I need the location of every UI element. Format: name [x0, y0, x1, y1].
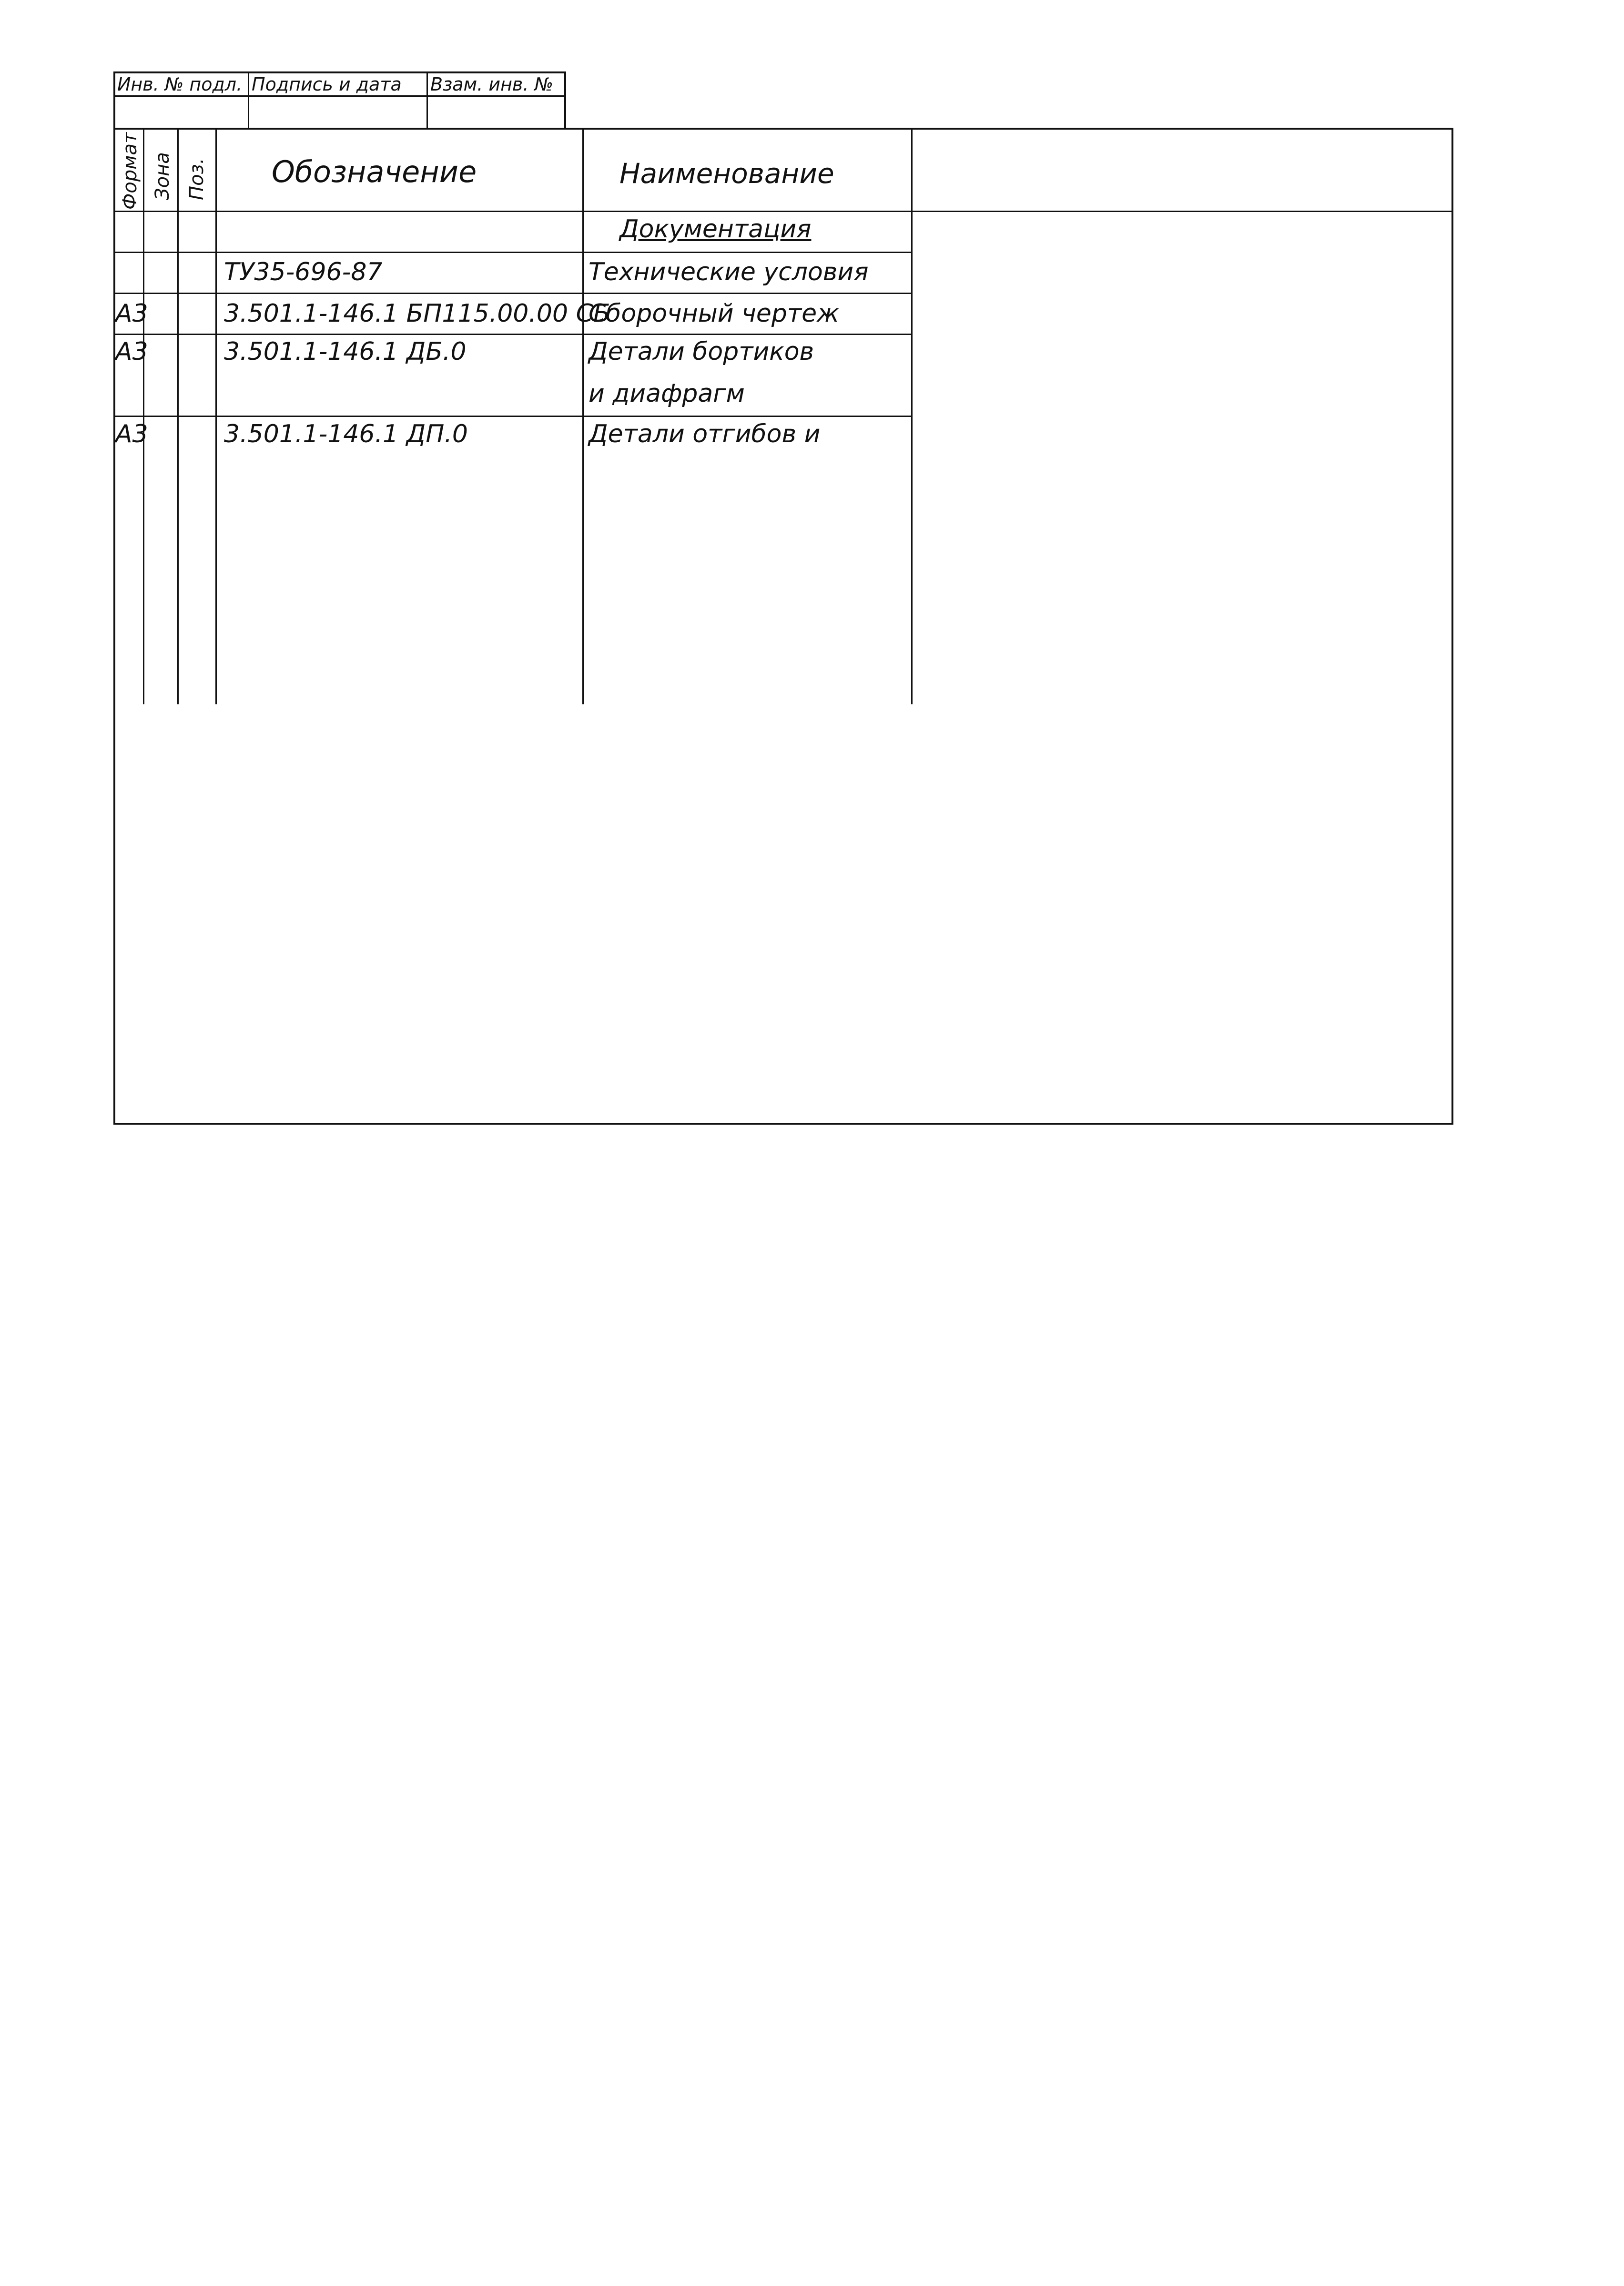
- stamp-vzam: Взам. инв. №: [430, 74, 554, 95]
- doc-designation: ТУ35-696-87: [224, 258, 383, 286]
- col-oboznachenie-header: Обозначение: [272, 154, 477, 189]
- doc-name: и диафрагм: [589, 379, 745, 408]
- col-naimenovanie-header: Наименование: [619, 157, 834, 190]
- doc-name: Технические условия: [589, 258, 869, 286]
- section-title-documentation: Документация: [619, 215, 812, 244]
- doc-format: А3: [115, 299, 148, 328]
- doc-name: Сборочный чертеж: [589, 299, 839, 328]
- col-zona-header: Зона: [152, 152, 173, 200]
- doc-designation: 3.501.1-146.1 БП115.00.00 СБ: [224, 299, 610, 328]
- doc-designation: 3.501.1-146.1 ДП.0: [224, 420, 468, 448]
- doc-name: Детали бортиков: [589, 337, 814, 366]
- doc-format: А3: [115, 420, 148, 448]
- col-format-header: Формат: [119, 132, 141, 210]
- doc-designation: 3.501.1-146.1 ДБ.0: [224, 337, 467, 366]
- doc-format: А3: [115, 337, 148, 366]
- stamp-podpis: Подпись и дата: [252, 74, 402, 95]
- col-poz-header: Поз.: [186, 158, 208, 200]
- doc-name: Детали отгибов и: [589, 420, 821, 448]
- stamp-inv-podl: Инв. № подл.: [117, 74, 243, 95]
